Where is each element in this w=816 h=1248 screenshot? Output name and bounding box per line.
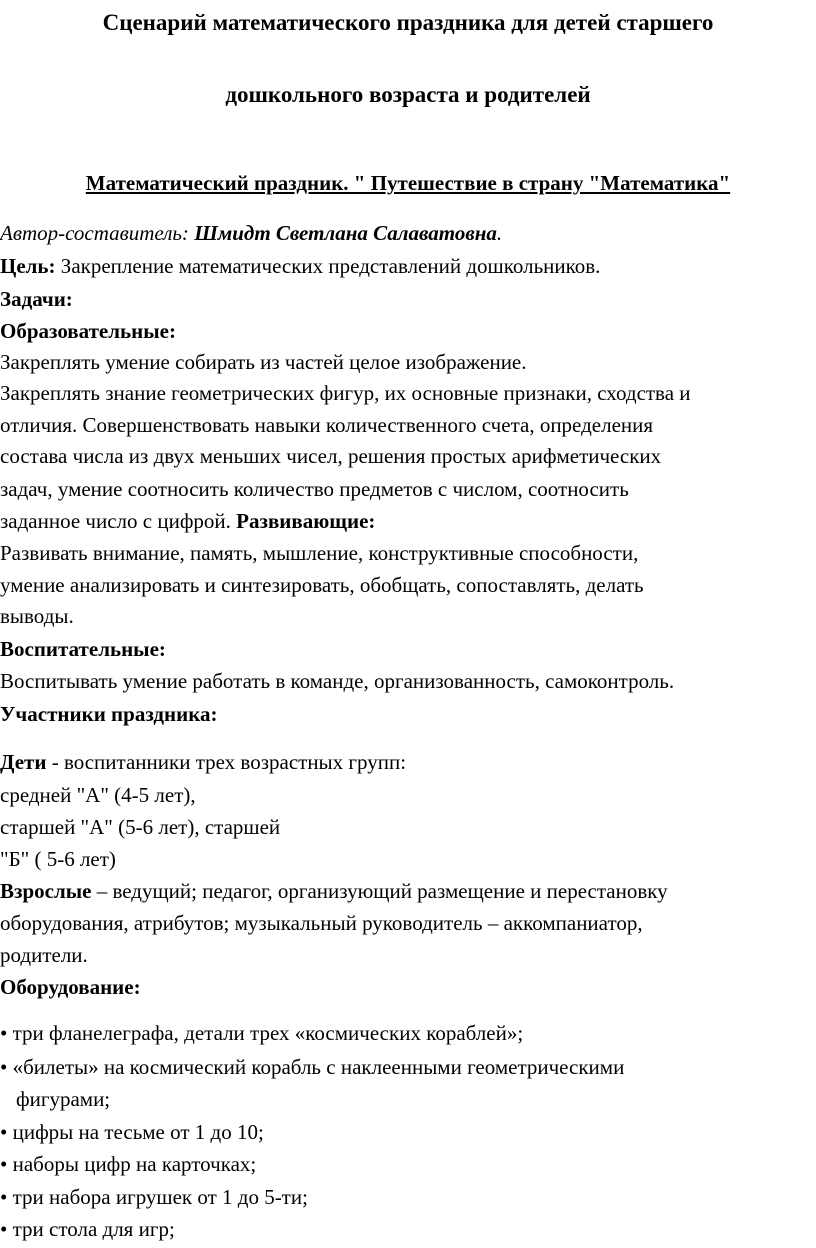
children-text: - воспитанники трех возрастных групп: (46, 750, 407, 774)
doc-title-line-2: дошкольного возраста и родителей (225, 82, 591, 107)
educational-line: Закреплять умение собирать из частей целое изображение. (0, 350, 527, 374)
adults-line (0, 876, 668, 906)
developing-heading: Развивающие: (236, 509, 376, 533)
doc-subtitle: Математический праздник. " Путешествие в страну "Математика" (85, 171, 731, 195)
equipment-item: • три набора игрушек от 1 до 5-ти; (0, 1185, 308, 1209)
equipment-item: • цифры на тесьме от 1 до 10; (0, 1120, 264, 1144)
author-name: Шмидт Светлана Салаватовна (194, 221, 497, 245)
developing-line: умение анализировать и синтезировать, обобщать, сопоставлять, делать (0, 573, 644, 597)
educational-heading: Образовательные: (0, 319, 176, 343)
tasks-heading: Задачи: (0, 287, 73, 311)
educational-last-line (0, 506, 375, 536)
equipment-heading: Оборудование: (0, 975, 141, 999)
children-label: Дети (0, 750, 47, 774)
adults-label: Взрослые (0, 879, 92, 903)
author-line (0, 218, 502, 248)
developing-line: Развивать внимание, память, мышление, конструктивные способности, (0, 541, 639, 565)
educational-line: задач, умение соотносить количество предметов с числом, соотносить (0, 477, 629, 501)
group-line: "Б" ( 5-6 лет) (0, 847, 116, 871)
goal-text: Закрепление математических представлений дошкольников. (55, 254, 601, 278)
goal-label: Цель: (0, 254, 56, 278)
children-line (0, 747, 406, 777)
equipment-item: • три стола для игр; (0, 1217, 175, 1241)
adults-text: – ведущий; педагог, организующий размещение и перестановку (91, 879, 668, 903)
equipment-item: • наборы цифр на карточках; (0, 1152, 257, 1176)
group-line: старшей "А" (5-6 лет), старшей (0, 815, 281, 839)
developing-line: выводы. (0, 604, 74, 628)
equipment-item: • три фланелеграфа, детали трех «космических кораблей»; (0, 1021, 524, 1045)
educational-line: состава числа из двух меньших чисел, решения простых арифметических (0, 444, 662, 468)
group-line: средней "А" (4-5 лет), (0, 783, 196, 807)
educational-line-end: заданное число с цифрой. (0, 509, 237, 533)
goal-line (0, 251, 600, 281)
educational-line: отличия. Совершенствовать навыки количественного счета, определения (0, 413, 654, 437)
author-end: . (496, 221, 503, 245)
author-label: Автор-составитель: (0, 221, 189, 245)
equipment-item-continuation: фигурами; (16, 1087, 111, 1111)
educational-line: Закреплять знание геометрических фигур, их основные признаки, сходства и (0, 381, 691, 405)
upbringing-heading: Воспитательные: (0, 637, 166, 661)
upbringing-text: Воспитывать умение работать в команде, организованность, самоконтроль. (0, 669, 675, 693)
participants-heading: Участники праздника: (0, 702, 218, 726)
doc-title-line-1: Сценарий математического праздника для детей старшего (102, 10, 714, 35)
equipment-item: • «билеты» на космический корабль с наклеенными геометрическими (0, 1055, 625, 1079)
adults-line: родители. (0, 943, 88, 967)
adults-line: оборудования, атрибутов; музыкальный руководитель – аккомпаниатор, (0, 911, 643, 935)
